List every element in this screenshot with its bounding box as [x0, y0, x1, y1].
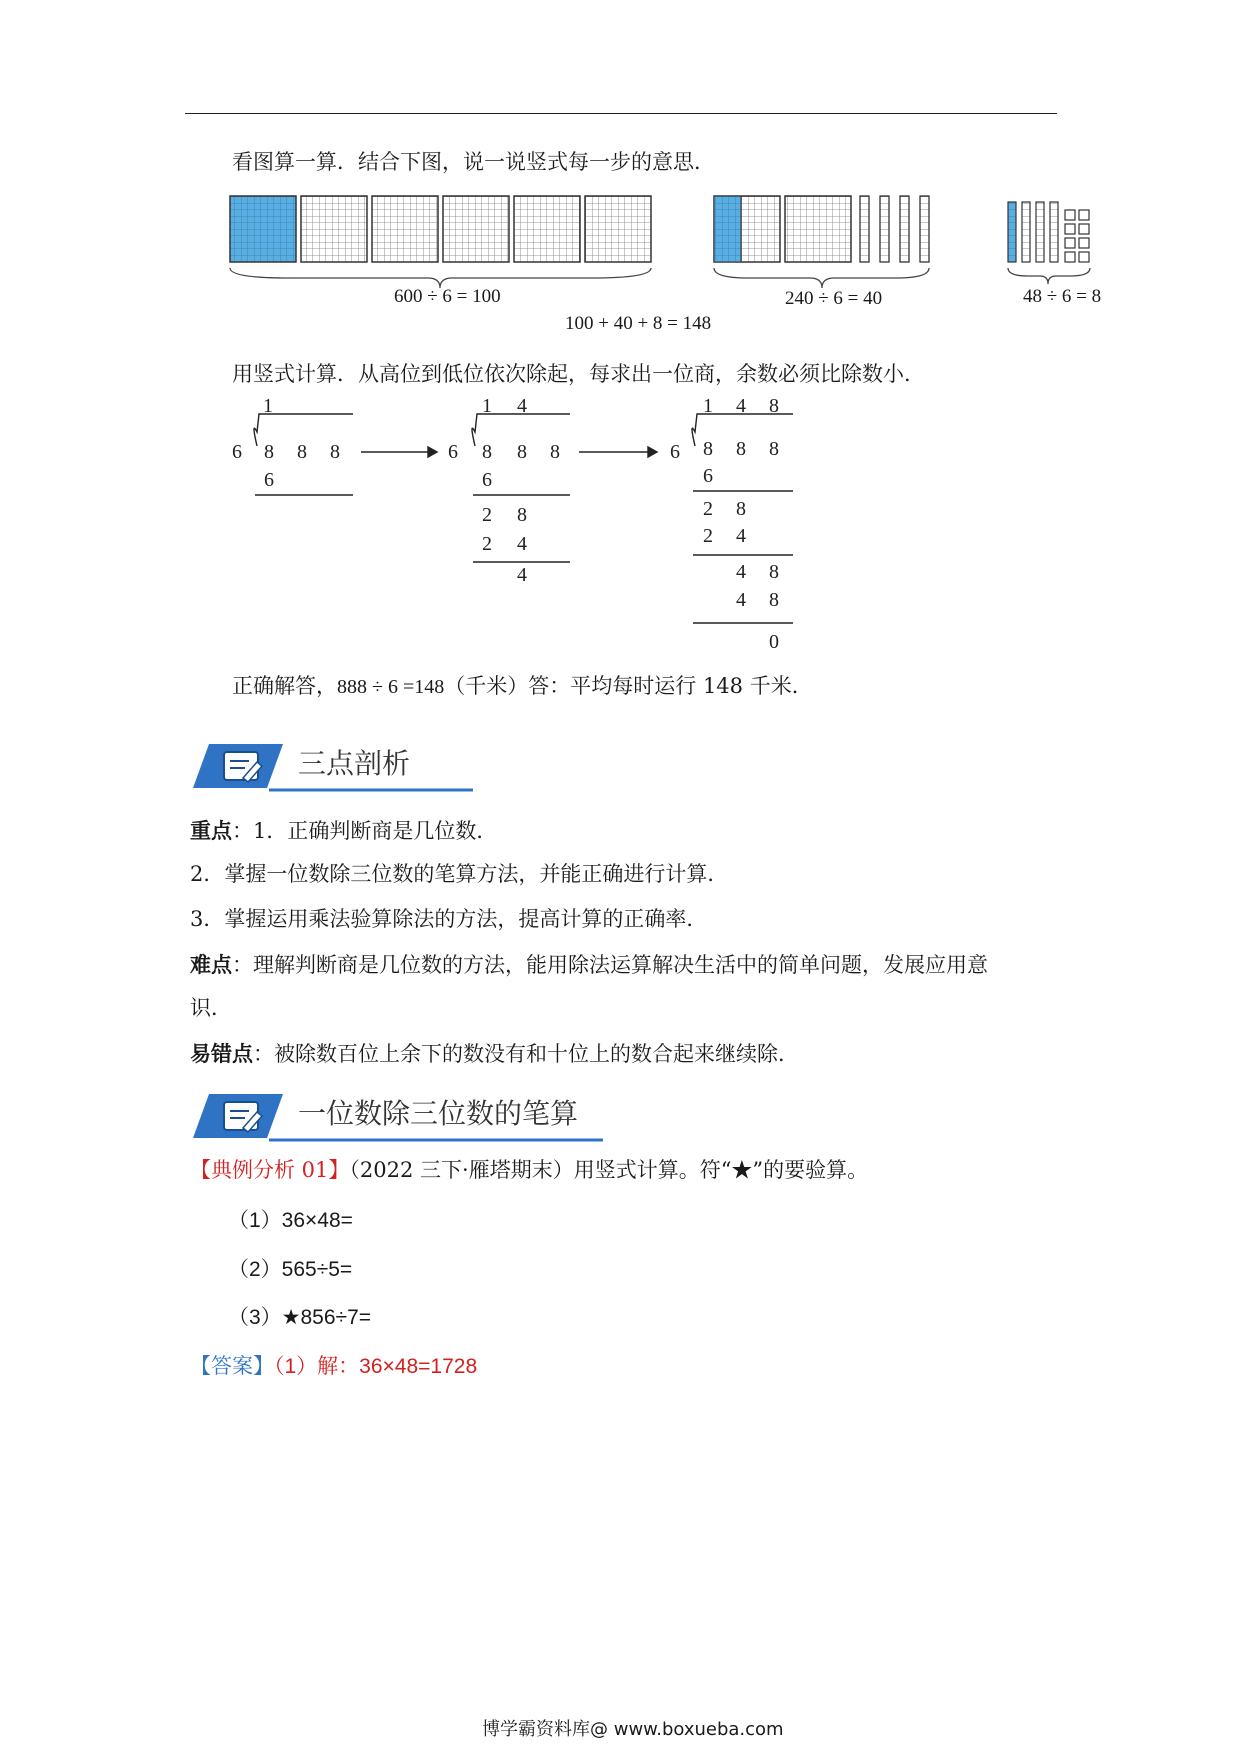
step3-product: 6 [703, 465, 713, 487]
step2-product: 6 [482, 469, 492, 491]
step3-remainder-1: 2 [703, 498, 713, 520]
step3-divisor: 6 [670, 441, 680, 463]
step2-quotient-2: 4 [517, 398, 527, 417]
hard-label: 难点 [190, 952, 232, 977]
step3-quotient-3: 8 [769, 398, 779, 417]
notepad-icon [224, 1102, 262, 1132]
step3-bring-2: 8 [769, 561, 779, 583]
caption-sum: 100 + 40 + 8 = 148 [565, 313, 712, 334]
caption-600: 600 ÷ 6 = 100 [394, 286, 501, 307]
step3-sub2-1: 4 [736, 589, 746, 611]
caption-240: 240 ÷ 6 = 40 [785, 288, 883, 309]
step3-sub-2: 4 [736, 525, 746, 547]
example-tag: 【典例分析 01】 [190, 1158, 350, 1182]
difficult-point-cont: 识． [190, 996, 232, 1020]
step3-dividend-3: 8 [769, 438, 779, 460]
section-title-division: 一位数除三位数的笔算 [298, 1097, 579, 1130]
notepad-icon [224, 752, 262, 782]
step1-dividend-2: 8 [297, 441, 307, 463]
answer-equation: 888 ÷ 6 =148 [337, 676, 445, 698]
error-point-text: ：被除数百位上余下的数没有和十位上的数合起来继续除． [253, 1042, 799, 1066]
key-point-1 [190, 818, 497, 844]
long-division-figure [225, 398, 825, 658]
question-3: （3）★856÷7= [228, 1306, 372, 1329]
key-point-2: 2．掌握一位数除三位数的笔算方法，并能正确进行计算． [190, 862, 729, 886]
step2-dividend-3: 8 [550, 441, 560, 463]
question-2: （2）565÷5= [228, 1258, 353, 1281]
step3-dividend-1: 8 [703, 438, 713, 460]
footer-watermark: 博学霸资料库@ www.boxueba.com [482, 1719, 784, 1740]
step2-remainder-2: 8 [517, 504, 527, 526]
ones-group-48 [1008, 202, 1090, 284]
intro-line-2: 用竖式计算．从高位到低位依次除起，每求出一位商，余数必须比除数小． [232, 362, 925, 386]
step3-quotient-2: 4 [736, 398, 746, 417]
answer-suffix: （千米）答：平均每时运行 148 千米． [444, 674, 813, 698]
section-title-analysis: 三点剖析 [298, 747, 411, 780]
answer-prefix: 正确解答， [232, 674, 337, 698]
step1-product: 6 [264, 469, 274, 491]
key-point-3: 3．掌握运用乘法验算除法的方法，提高计算的正确率． [190, 907, 708, 931]
step3-dividend-2: 8 [736, 438, 746, 460]
step2-dividend-1: 8 [482, 441, 492, 463]
caption-48: 48 ÷ 6 = 8 [1023, 286, 1102, 307]
tens-group-240 [714, 196, 929, 288]
answer-1-text: （1）解：36×48=1728 [274, 1355, 478, 1378]
hundreds-group-600 [230, 196, 651, 288]
step1-dividend-1: 8 [264, 441, 274, 463]
difficult-point [190, 952, 988, 978]
step3-sub-1: 2 [703, 525, 713, 547]
step1-dividend-3: 8 [330, 441, 340, 463]
step2-sub-2: 4 [517, 533, 527, 555]
section-header-division [193, 1088, 613, 1146]
step2-quotient-1: 1 [482, 398, 492, 417]
answer-1 [190, 1354, 477, 1379]
step1-quotient-1: 1 [263, 398, 273, 417]
example-line [190, 1158, 868, 1183]
error-point [190, 1041, 799, 1067]
key-label: 重点 [190, 818, 232, 843]
step3-sub2-2: 8 [769, 589, 779, 611]
step1-divisor: 6 [232, 441, 242, 463]
intro-line-1: 看图算一算．结合下图，说一说竖式每一步的意思． [232, 150, 715, 174]
step2-remainder: 4 [517, 564, 527, 586]
difficult-point-text: ：理解判断商是几位数的方法，能用除法运算解决生活中的简单问题，发展应用意 [232, 953, 988, 977]
step3-bring-1: 4 [736, 561, 746, 583]
key-point-1-text: ：1．正确判断商是几位数． [232, 819, 498, 843]
header-rule [185, 113, 1057, 114]
step3-remainder-2: 8 [736, 498, 746, 520]
example-text: （2022 三下·雁塔期末）用竖式计算。符“★”的要验算。 [349, 1158, 869, 1182]
answer-line [232, 674, 813, 699]
step2-remainder-1: 2 [482, 504, 492, 526]
answer-tag: 【答案】 [190, 1354, 274, 1378]
step2-dividend-2: 8 [517, 441, 527, 463]
error-label: 易错点 [190, 1041, 253, 1066]
step2-divisor: 6 [448, 441, 458, 463]
step3-quotient-1: 1 [703, 398, 713, 417]
section-header-analysis [193, 738, 483, 796]
question-1: （1）36×48= [228, 1209, 353, 1232]
step3-final-remainder: 0 [769, 631, 779, 653]
step2-sub-1: 2 [482, 533, 492, 555]
